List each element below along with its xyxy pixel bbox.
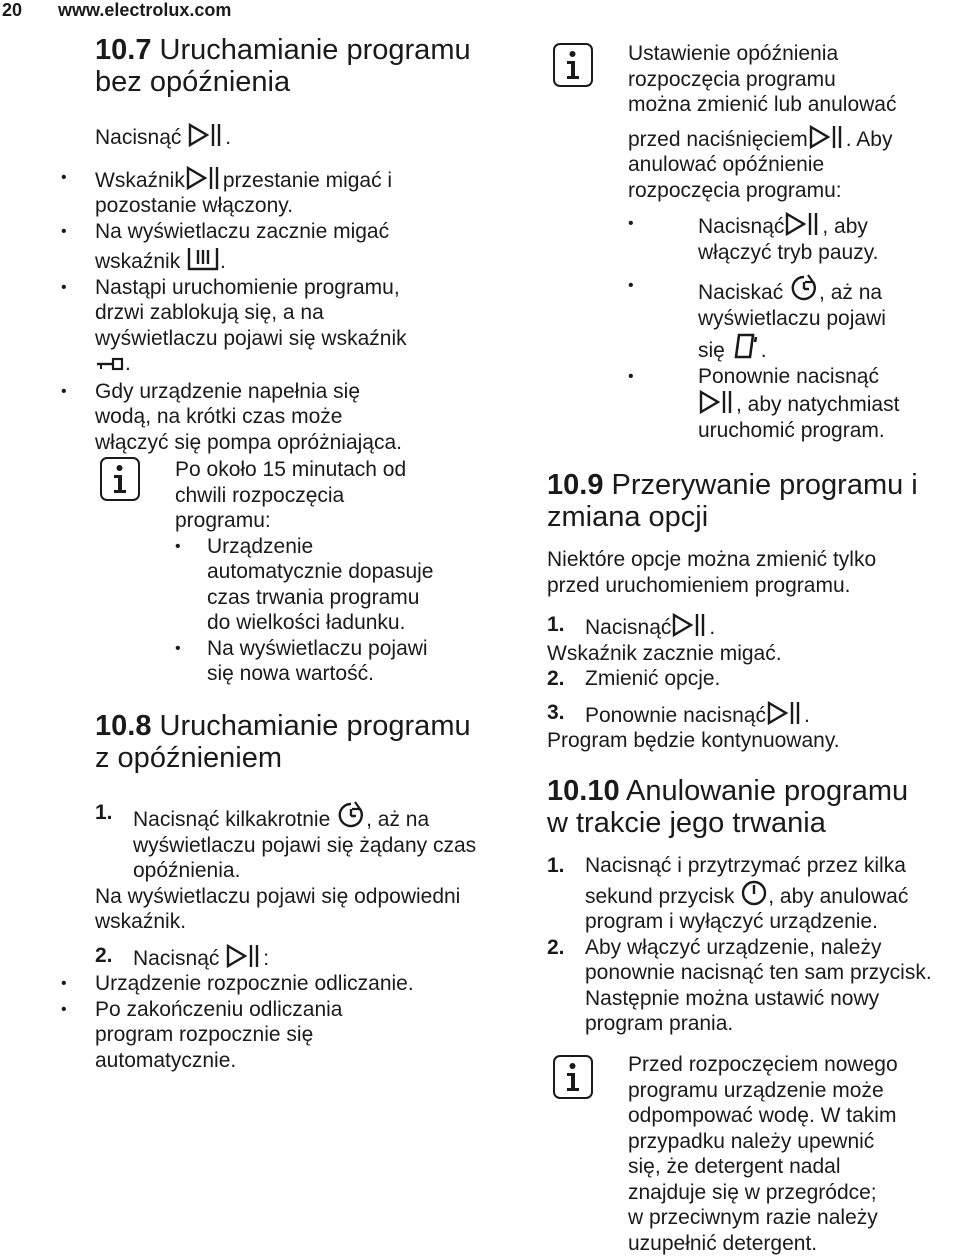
section-title: 10.10 Anulowanie programu w trakcie jego trwania [547, 775, 909, 839]
list-item: • Ponownie nacisnąć , aby natychmiast uruchomić program. [628, 364, 948, 444]
list-item: • Na wyświetlaczu pojawi się nowa wartość. [175, 636, 495, 687]
list-item: 1. Nacisnąć . [547, 613, 716, 639]
section-10-8: 10.8 Uruchamianie programu z opóźnieniem 1. Nacisnąć kilkakrotnie , aż na wyświetlaczu pojawi się żądany czas opóźnienia. Na wyświetlaczu pojawi się odpowiedni wskaźnik. 2. Nacisnąć : • Urządzenie rozpocznie odliczanie. • Po zakończeniu odliczania program rozpocznie się automatycznie. [95, 710, 535, 1073]
section-title: 10.9 Przerywanie programu i zmiana opcji [547, 469, 918, 533]
list-item: 2. Aby włączyć urządzenie, należy ponownie nacisnąć ten sam przycisk. Następnie można ustawić nowy program prania. [547, 935, 932, 1035]
section-title: 10.8 Uruchamianie programu z opóźnieniem [95, 710, 471, 774]
start-pause-icon [766, 700, 804, 726]
section-title: 10.7 Uruchamianie programu bez opóźnienia [95, 34, 471, 98]
page-number: 20 [2, 0, 23, 20]
zero-display-icon [731, 331, 761, 361]
delay-start-icon [789, 273, 819, 303]
drum-indicator-icon [186, 244, 220, 272]
list-item: 1. Nacisnąć kilkakrotnie , aż na wyświetlaczu pojawi się żądany czas opóźnienia. [95, 801, 477, 882]
list-item: • Po zakończeniu odliczania program rozpocznie się automatycznie. [25, 997, 535, 1074]
start-pause-icon [671, 612, 709, 638]
start-pause-icon [808, 124, 846, 150]
list-item: 2. Zmienić opcje. [547, 667, 721, 690]
start-pause-icon [187, 122, 225, 148]
start-pause-icon [784, 211, 822, 237]
delay-start-icon [336, 800, 366, 830]
section-10-7 [95, 34, 525, 455]
list-item: • Gdy urządzenie napełnia się wodą, na krótki czas może włączyć się pompa opróżniająca. [25, 379, 525, 456]
section-10-9: 10.9 Przerywanie programu i zmiana opcji Niektóre opcje można zmienić tylko przed uruchomieniem programu. 1. Nacisnąć . Wskaźnik zacznie migać. 2. Zmienić opcje. 3. Ponownie nacisnąć . Program będzie kontynuowany. [547, 469, 947, 754]
site-url: www.electrolux.com [58, 0, 232, 20]
info-note-2: Ustawienie opóźnienia rozpoczęcia programu można zmienić lub anulować przed naciśnięciem . Aby anulować opóźnienie rozpoczęcia programu: • Nacisnąć , aby włączyć tryb pauzy. • Naciskać , aż na wyświetlaczu pojawi się . • Ponownie nacisnąć , aby natychmiast uruchomić program. [628, 41, 948, 443]
list-item: • Urządzenie rozpocznie odliczanie. [25, 971, 535, 997]
list-item: • Nastąpi uruchomienie programu, drzwi zablokują się, a na wyświetlaczu pojawi się wskaźnik . [25, 275, 525, 377]
list-item: • Urządzenie automatycznie dopasuje czas trwania programu do wielkości ładunku. [175, 534, 495, 636]
list-item: 2. Nacisnąć : [95, 943, 270, 970]
section-10-10 [547, 775, 957, 1037]
instruction: Nacisnąć . [95, 122, 525, 151]
list-item: 3. Ponownie nacisnąć . [547, 700, 810, 727]
start-pause-icon [225, 943, 263, 969]
list-item: 1. Nacisnąć i przytrzymać przez kilka sekund przycisk , aby anulować program i wyłączyć urządzenie. [547, 854, 909, 933]
list-item: • Naciskać , aż na wyświetlaczu pojawi się . [628, 273, 948, 364]
power-icon [740, 879, 768, 907]
list-item: • Nacisnąć , aby włączyć tryb pauzy. [628, 211, 948, 265]
info-icon [553, 43, 593, 87]
info-icon [100, 457, 140, 501]
info-note-1: Po około 15 minutach od chwili rozpoczęcia programu: • Urządzenie automatycznie dopasuje czas trwania programu do wielkości ładunku. • Na wyświetlaczu pojawi się nowa wartość. [175, 457, 495, 687]
door-lock-key-icon [95, 354, 125, 374]
list-item: • Na wyświetlaczu zacznie migać wskaźnik . [25, 219, 525, 275]
info-icon [553, 1055, 593, 1099]
start-pause-icon [185, 165, 223, 191]
info-note-3: Przed rozpoczęciem nowego programu urządzenie może odpompować wodę. W takim przypadku należy upewnić się, że detergent nadal znajduje się w przegródce; w przeciwnym razie należy uzupełnić detergent. [628, 1053, 898, 1255]
list-item: • Wskaźnik przestanie migać i pozostanie włączony. [25, 165, 525, 219]
start-pause-icon [698, 389, 736, 415]
